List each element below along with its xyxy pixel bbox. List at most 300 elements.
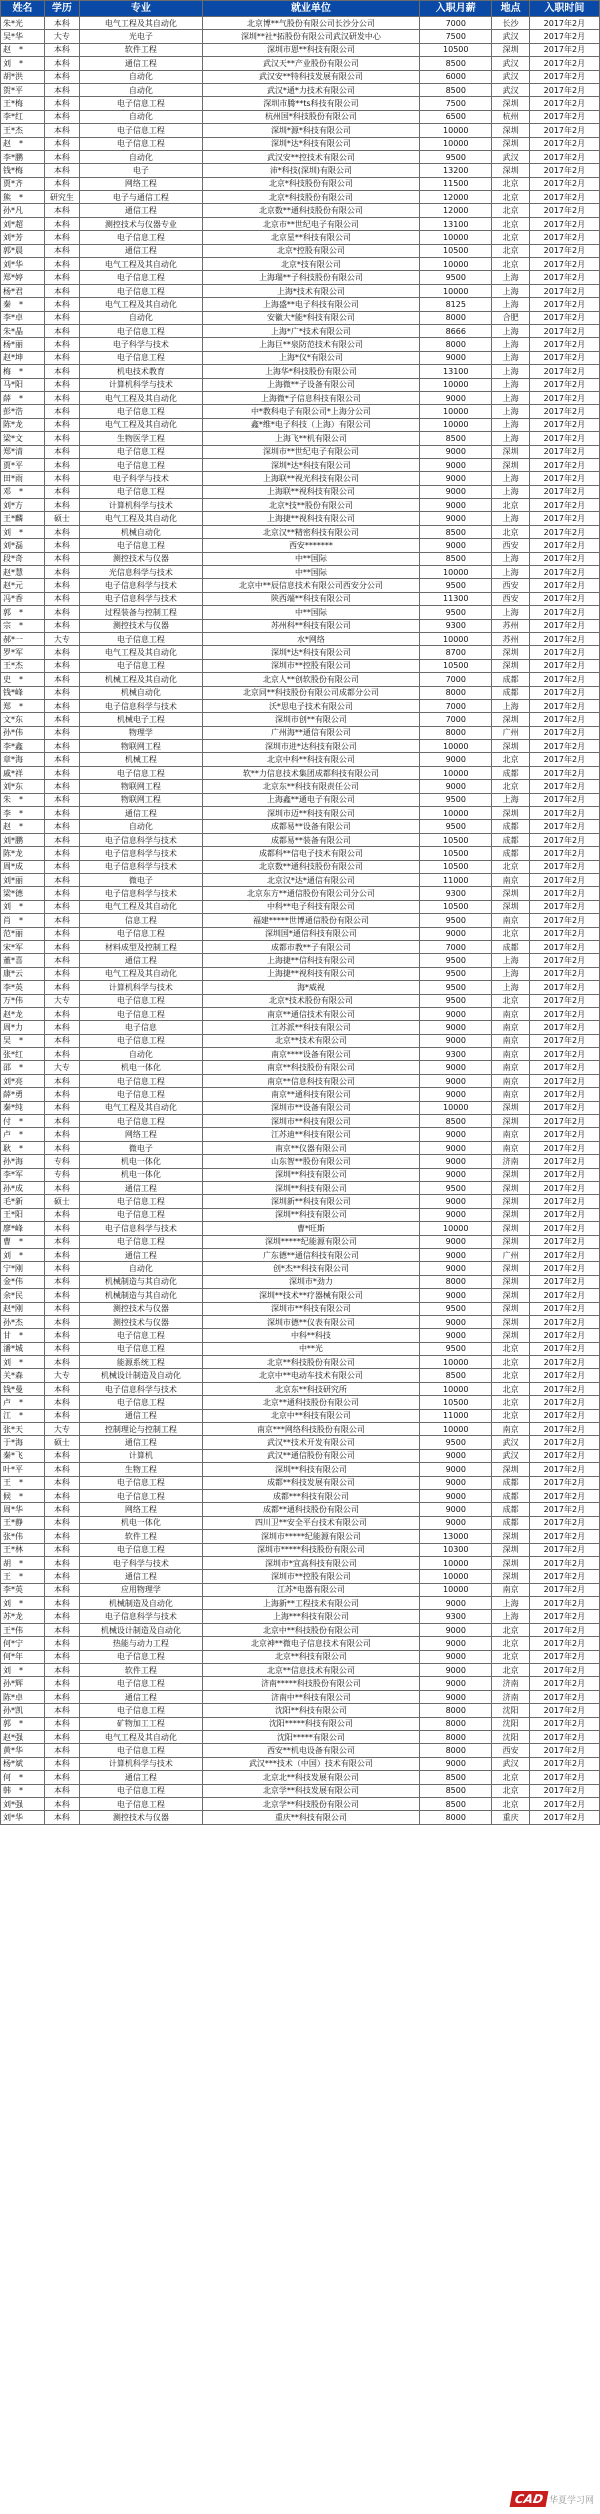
cell-major: 电子信息工程 xyxy=(79,1074,202,1087)
cell-education: 本科 xyxy=(44,1396,79,1409)
cell-location: 上海 xyxy=(492,512,529,525)
cell-salary: 9500 xyxy=(420,150,492,163)
cell-location: 北京 xyxy=(492,1342,529,1355)
cell-location: 上海 xyxy=(492,552,529,565)
cell-salary: 10500 xyxy=(420,1396,492,1409)
cell-start-date: 2017年2月 xyxy=(529,1155,599,1168)
cell-major: 过程装备与控制工程 xyxy=(79,606,202,619)
cell-location: 重庆 xyxy=(492,1811,529,1824)
cell-name: 梁*文 xyxy=(1,432,45,445)
cell-name: 李*鹏 xyxy=(1,150,45,163)
cell-employer: 上海***科技有限公司 xyxy=(202,1610,419,1623)
cell-education: 本科 xyxy=(44,673,79,686)
cell-major: 自动化 xyxy=(79,150,202,163)
cell-major: 机械制造与其自动化 xyxy=(79,1289,202,1302)
cell-start-date: 2017年2月 xyxy=(529,1088,599,1101)
table-row xyxy=(1,43,600,56)
cell-employer: 南京***网络科技股份有限公司 xyxy=(202,1423,419,1436)
cell-education: 本科 xyxy=(44,1449,79,1462)
cell-name: 钱*曼 xyxy=(1,1382,45,1395)
cell-start-date: 2017年2月 xyxy=(529,713,599,726)
table-row xyxy=(1,1342,600,1355)
cell-location: 武汉 xyxy=(492,1757,529,1770)
cell-start-date: 2017年2月 xyxy=(529,1074,599,1087)
cell-education: 本科 xyxy=(44,1048,79,1061)
cell-education: 本科 xyxy=(44,1222,79,1235)
table-row xyxy=(1,1101,600,1114)
cell-major: 电气工程及其自动化 xyxy=(79,900,202,913)
cell-start-date: 2017年2月 xyxy=(529,659,599,672)
cell-salary: 10000 xyxy=(420,137,492,150)
cell-location: 北京 xyxy=(492,1784,529,1797)
cell-location: 南京 xyxy=(492,1128,529,1141)
table-row xyxy=(1,900,600,913)
cell-location: 上海 xyxy=(492,365,529,378)
cell-major: 计算机科学与技术 xyxy=(79,1757,202,1770)
cell-education: 本科 xyxy=(44,1275,79,1288)
table-row xyxy=(1,874,600,887)
cell-employer: 成都***科技有限公司 xyxy=(202,1489,419,1502)
cell-employer: 北京**技术有限公司 xyxy=(202,1034,419,1047)
cell-major: 电子信息工程 xyxy=(79,1744,202,1757)
table-row xyxy=(1,780,600,793)
cell-major: 通信工程 xyxy=(79,57,202,70)
cell-education: 本科 xyxy=(44,378,79,391)
cell-major: 物联网工程 xyxy=(79,740,202,753)
cell-name: 甘 * xyxy=(1,1329,45,1342)
cell-education: 本科 xyxy=(44,1530,79,1543)
cell-education: 本科 xyxy=(44,860,79,873)
cell-salary: 9500 xyxy=(420,954,492,967)
cell-employer: 北京汉*达*通信有限公司 xyxy=(202,874,419,887)
cell-name: 刘*东 xyxy=(1,780,45,793)
cell-start-date: 2017年2月 xyxy=(529,726,599,739)
table-row xyxy=(1,940,600,953)
cell-location: 长沙 xyxy=(492,17,529,30)
cell-location: 济南 xyxy=(492,1155,529,1168)
cell-start-date: 2017年2月 xyxy=(529,43,599,56)
cell-salary: 9000 xyxy=(420,351,492,364)
cell-salary: 10000 xyxy=(420,378,492,391)
cell-name: 陈*龙 xyxy=(1,847,45,860)
cell-location: 北京 xyxy=(492,1623,529,1636)
table-row xyxy=(1,967,600,980)
cell-location: 西安 xyxy=(492,579,529,592)
table-row xyxy=(1,258,600,271)
cell-salary: 9000 xyxy=(420,499,492,512)
cell-location: 武汉 xyxy=(492,70,529,83)
cell-location: 广州 xyxy=(492,726,529,739)
cell-employer: 上海盛**电子科技有限公司 xyxy=(202,298,419,311)
table-row xyxy=(1,512,600,525)
cell-major: 电气工程及其自动化 xyxy=(79,17,202,30)
cell-location: 深圳 xyxy=(492,1275,529,1288)
table-row xyxy=(1,699,600,712)
cell-employer: 南京**科技股份有限公司 xyxy=(202,1061,419,1074)
table-row xyxy=(1,793,600,806)
cell-start-date: 2017年2月 xyxy=(529,1650,599,1663)
cell-employer: 南京****设备有限公司 xyxy=(202,1048,419,1061)
cell-name: 刘 * xyxy=(1,57,45,70)
cell-start-date: 2017年2月 xyxy=(529,833,599,846)
cell-employer: 深圳市**控股有限公司 xyxy=(202,1570,419,1583)
cell-name: 刘 * xyxy=(1,1664,45,1677)
cell-location: 成都 xyxy=(492,847,529,860)
cell-name: 王*静 xyxy=(1,1516,45,1529)
table-row xyxy=(1,1248,600,1261)
cell-employer: 上海*技术有限公司 xyxy=(202,284,419,297)
cell-start-date: 2017年2月 xyxy=(529,1021,599,1034)
cell-name: 刘*强 xyxy=(1,1797,45,1810)
table-row xyxy=(1,311,600,324)
cell-education: 本科 xyxy=(44,1597,79,1610)
table-row xyxy=(1,1128,600,1141)
cell-salary: 9000 xyxy=(420,512,492,525)
table-row xyxy=(1,954,600,967)
cell-name: 孙*凯 xyxy=(1,1704,45,1717)
cell-start-date: 2017年2月 xyxy=(529,1503,599,1516)
cell-employer: 深圳市创**有限公司 xyxy=(202,713,419,726)
table-row xyxy=(1,914,600,927)
table-row xyxy=(1,30,600,43)
cell-employer: 北京*科技股份有限公司 xyxy=(202,177,419,190)
cell-name: 刘*超 xyxy=(1,217,45,230)
cell-salary: 10000 xyxy=(420,766,492,779)
cell-education: 本科 xyxy=(44,391,79,404)
table-row xyxy=(1,1543,600,1556)
cell-salary: 9000 xyxy=(420,1503,492,1516)
cell-education: 本科 xyxy=(44,1463,79,1476)
cell-start-date: 2017年2月 xyxy=(529,699,599,712)
cell-education: 本科 xyxy=(44,405,79,418)
cell-major: 电子信息科学与技术 xyxy=(79,699,202,712)
table-row xyxy=(1,445,600,458)
table-row xyxy=(1,1757,600,1770)
cell-employer: 上海*仪*有限公司 xyxy=(202,351,419,364)
cell-major: 机电一体化 xyxy=(79,1516,202,1529)
table-row xyxy=(1,57,600,70)
table-row xyxy=(1,1074,600,1087)
cell-name: 何*年 xyxy=(1,1650,45,1663)
cell-education: 本科 xyxy=(44,1623,79,1636)
cell-name: 郑*婷 xyxy=(1,271,45,284)
cell-major: 生物工程 xyxy=(79,1463,202,1476)
cell-location: 北京 xyxy=(492,499,529,512)
cell-start-date: 2017年2月 xyxy=(529,793,599,806)
cell-name: 江 * xyxy=(1,1409,45,1422)
cell-employer: 北京*技**股份有限公司 xyxy=(202,499,419,512)
cell-education: 本科 xyxy=(44,847,79,860)
cell-start-date: 2017年2月 xyxy=(529,1717,599,1730)
cell-education: 本科 xyxy=(44,83,79,96)
cell-location: 苏州 xyxy=(492,632,529,645)
cell-education: 本科 xyxy=(44,1248,79,1261)
cell-major: 电子信息科学与技术 xyxy=(79,592,202,605)
cell-education: 本科 xyxy=(44,1208,79,1221)
cell-name: 彭*浩 xyxy=(1,405,45,418)
cell-start-date: 2017年2月 xyxy=(529,405,599,418)
cell-employer: 北京中**辰信息技术有限公司西安分公司 xyxy=(202,579,419,592)
cell-name: 吴 * xyxy=(1,1034,45,1047)
cell-name: 贾*平 xyxy=(1,458,45,471)
cell-start-date: 2017年2月 xyxy=(529,338,599,351)
cell-location: 南京 xyxy=(492,1061,529,1074)
cell-start-date: 2017年2月 xyxy=(529,1690,599,1703)
cell-salary: 8000 xyxy=(420,1731,492,1744)
table-row xyxy=(1,177,600,190)
cell-major: 电子信息工程 xyxy=(79,1396,202,1409)
cell-name: 梁*德 xyxy=(1,887,45,900)
cell-start-date: 2017年2月 xyxy=(529,1784,599,1797)
cell-major: 网络工程 xyxy=(79,1128,202,1141)
cell-start-date: 2017年2月 xyxy=(529,646,599,659)
cell-name: 郭*晨 xyxy=(1,244,45,257)
cell-name: 刘 * xyxy=(1,1597,45,1610)
cell-employer: 山东智**股份有限公司 xyxy=(202,1155,419,1168)
watermark xyxy=(508,2488,594,2510)
cell-employer: 北京*科技股份有限公司 xyxy=(202,191,419,204)
cell-major: 电子信息工程 xyxy=(79,1235,202,1248)
cell-salary: 10000 xyxy=(420,124,492,137)
cell-education: 本科 xyxy=(44,351,79,364)
cell-employer: 深圳市*宜高科技有限公司 xyxy=(202,1556,419,1569)
cell-start-date: 2017年2月 xyxy=(529,1530,599,1543)
cell-employer: 武汉**技术开发有限公司 xyxy=(202,1436,419,1449)
cell-major: 电子信息工程 xyxy=(79,1784,202,1797)
cell-major: 信息工程 xyxy=(79,914,202,927)
table-row xyxy=(1,820,600,833)
cell-employer: 济南中**科技有限公司 xyxy=(202,1690,419,1703)
cell-location: 北京 xyxy=(492,927,529,940)
cell-name: 李*红 xyxy=(1,110,45,123)
cell-salary: 9000 xyxy=(420,1650,492,1663)
cell-name: 刘*华 xyxy=(1,258,45,271)
cell-salary: 10000 xyxy=(420,284,492,297)
cell-employer: 中**光 xyxy=(202,1342,419,1355)
cell-location: 深圳 xyxy=(492,137,529,150)
table-header-row xyxy=(1,1,600,17)
cell-start-date: 2017年2月 xyxy=(529,70,599,83)
cell-education: 本科 xyxy=(44,525,79,538)
table-row xyxy=(1,1141,600,1154)
cell-education: 本科 xyxy=(44,271,79,284)
cell-start-date: 2017年2月 xyxy=(529,994,599,1007)
cell-employer: 深圳*源*科技有限公司 xyxy=(202,124,419,137)
cell-salary: 11000 xyxy=(420,874,492,887)
cell-salary: 10500 xyxy=(420,847,492,860)
cell-location: 深圳 xyxy=(492,97,529,110)
cell-start-date: 2017年2月 xyxy=(529,1409,599,1422)
cell-major: 电气工程及其自动化 xyxy=(79,298,202,311)
cell-location: 北京 xyxy=(492,1369,529,1382)
cell-major: 电子信息科学与技术 xyxy=(79,1610,202,1623)
cell-salary: 8000 xyxy=(420,1275,492,1288)
cell-employer: 沈阳*****有限公司 xyxy=(202,1731,419,1744)
cell-employer: 北京同**科技股份有限公司成都分公司 xyxy=(202,686,419,699)
table-row xyxy=(1,1222,600,1235)
cell-name: 朱 * xyxy=(1,793,45,806)
table-row xyxy=(1,83,600,96)
header-major: 专业 xyxy=(79,1,202,17)
cell-education: 大专 xyxy=(44,1061,79,1074)
cell-salary: 9000 xyxy=(420,1155,492,1168)
cell-employer: 北京中**电动车技术有限公司 xyxy=(202,1369,419,1382)
cell-name: 郑 * xyxy=(1,699,45,712)
cell-start-date: 2017年2月 xyxy=(529,83,599,96)
cell-employer: 北京中科**科技有限公司 xyxy=(202,753,419,766)
table-row xyxy=(1,740,600,753)
cell-education: 本科 xyxy=(44,967,79,980)
cell-name: 赵 * xyxy=(1,43,45,56)
cell-salary: 9500 xyxy=(420,1436,492,1449)
cell-employer: 中科**科技 xyxy=(202,1329,419,1342)
table-row xyxy=(1,432,600,445)
table-row xyxy=(1,1583,600,1596)
table-row xyxy=(1,284,600,297)
cell-major: 控制理论与控制工程 xyxy=(79,1423,202,1436)
cell-salary: 8125 xyxy=(420,298,492,311)
cell-employer: 上海华*科技股份有限公司 xyxy=(202,365,419,378)
cell-start-date: 2017年2月 xyxy=(529,807,599,820)
cell-salary: 13200 xyxy=(420,164,492,177)
cell-education: 本科 xyxy=(44,793,79,806)
cell-education: 本科 xyxy=(44,566,79,579)
cell-employer: 中**国际 xyxy=(202,552,419,565)
cell-start-date: 2017年2月 xyxy=(529,1463,599,1476)
cell-employer: 深圳市**控股有限公司 xyxy=(202,659,419,672)
cell-name: 贺*平 xyxy=(1,83,45,96)
table-row xyxy=(1,1637,600,1650)
cell-name: 余*民 xyxy=(1,1289,45,1302)
cell-name: 卢 * xyxy=(1,1128,45,1141)
table-row xyxy=(1,525,600,538)
cell-employer: 北京学**科技股份有限公司 xyxy=(202,1797,419,1810)
table-row xyxy=(1,1570,600,1583)
cell-location: 上海 xyxy=(492,981,529,994)
cell-employer: 软**力信息技术集团成都科技有限公司 xyxy=(202,766,419,779)
table-row xyxy=(1,365,600,378)
cell-location: 北京 xyxy=(492,231,529,244)
cell-education: 本科 xyxy=(44,1329,79,1342)
header-location: 地点 xyxy=(492,1,529,17)
cell-start-date: 2017年2月 xyxy=(529,1101,599,1114)
cell-start-date: 2017年2月 xyxy=(529,137,599,150)
cell-salary: 9000 xyxy=(420,1141,492,1154)
cell-education: 本科 xyxy=(44,820,79,833)
cell-location: 北京 xyxy=(492,1396,529,1409)
cell-major: 网络工程 xyxy=(79,177,202,190)
cell-employer: 北京博**气股份有限公司长沙分公司 xyxy=(202,17,419,30)
cell-location: 深圳 xyxy=(492,646,529,659)
cell-salary: 8500 xyxy=(420,1771,492,1784)
cell-salary: 10300 xyxy=(420,1543,492,1556)
cell-start-date: 2017年2月 xyxy=(529,244,599,257)
cell-major: 电子信息工程 xyxy=(79,284,202,297)
cell-salary: 9000 xyxy=(420,753,492,766)
cell-major: 机械工程 xyxy=(79,753,202,766)
cell-name: 邵 * xyxy=(1,1061,45,1074)
cell-start-date: 2017年2月 xyxy=(529,1208,599,1221)
cell-salary: 7000 xyxy=(420,713,492,726)
cell-location: 深圳 xyxy=(492,1556,529,1569)
cell-name: 孙*辉 xyxy=(1,1677,45,1690)
cell-major: 自动化 xyxy=(79,311,202,324)
cell-start-date: 2017年2月 xyxy=(529,954,599,967)
cell-name: 孙*海 xyxy=(1,1155,45,1168)
cell-start-date: 2017年2月 xyxy=(529,673,599,686)
cell-location: 南京 xyxy=(492,1048,529,1061)
cell-start-date: 2017年2月 xyxy=(529,177,599,190)
cell-salary: 10500 xyxy=(420,833,492,846)
cell-name: 李*英 xyxy=(1,981,45,994)
cell-salary: 9300 xyxy=(420,887,492,900)
cell-major: 电子信息工程 xyxy=(79,1797,202,1810)
cell-salary: 13000 xyxy=(420,1530,492,1543)
cell-education: 本科 xyxy=(44,1543,79,1556)
cell-location: 上海 xyxy=(492,284,529,297)
cell-name: 王*伟 xyxy=(1,1623,45,1636)
cell-salary: 9300 xyxy=(420,1610,492,1623)
cell-major: 电子信息工程 xyxy=(79,485,202,498)
cell-education: 本科 xyxy=(44,726,79,739)
cell-name: 赵*慧 xyxy=(1,566,45,579)
cell-start-date: 2017年2月 xyxy=(529,1704,599,1717)
cell-salary: 8500 xyxy=(420,1115,492,1128)
cell-education: 本科 xyxy=(44,1744,79,1757)
table-row xyxy=(1,1382,600,1395)
cell-location: 成都 xyxy=(492,1489,529,1502)
cell-major: 测控技术与仪器 xyxy=(79,1302,202,1315)
table-row xyxy=(1,137,600,150)
cell-salary: 8500 xyxy=(420,57,492,70)
cell-employer: 鑫*维*电子科技（上海）有限公司 xyxy=(202,418,419,431)
cell-salary: 7500 xyxy=(420,97,492,110)
cell-major: 光信息科学与技术 xyxy=(79,566,202,579)
cell-major: 光电子 xyxy=(79,30,202,43)
cell-start-date: 2017年2月 xyxy=(529,1597,599,1610)
table-row xyxy=(1,499,600,512)
cell-start-date: 2017年2月 xyxy=(529,1168,599,1181)
cell-start-date: 2017年2月 xyxy=(529,472,599,485)
cell-employer: 上海联**视科技有限公司 xyxy=(202,485,419,498)
cell-location: 深圳 xyxy=(492,807,529,820)
cell-education: 大专 xyxy=(44,1423,79,1436)
cell-salary: 9300 xyxy=(420,619,492,632)
cell-major: 通信工程 xyxy=(79,1570,202,1583)
cell-major: 物联网工程 xyxy=(79,793,202,806)
cell-education: 本科 xyxy=(44,1356,79,1369)
cell-salary: 9000 xyxy=(420,1757,492,1770)
cell-education: 本科 xyxy=(44,646,79,659)
cell-employer: 北京汉**精密科技有限公司 xyxy=(202,525,419,538)
cell-major: 电气工程及其自动化 xyxy=(79,418,202,431)
cell-major: 机械设计制造及自动化 xyxy=(79,1369,202,1382)
cell-start-date: 2017年2月 xyxy=(529,619,599,632)
cell-location: 深圳 xyxy=(492,1195,529,1208)
cell-education: 研究生 xyxy=(44,191,79,204)
cell-education: 本科 xyxy=(44,217,79,230)
cell-salary: 9500 xyxy=(420,820,492,833)
cell-major: 机电一体化 xyxy=(79,1061,202,1074)
cell-salary: 9500 xyxy=(420,793,492,806)
cell-location: 北京 xyxy=(492,860,529,873)
cell-salary: 10000 xyxy=(420,1423,492,1436)
cell-employer: 上海瑞**子科技股份有限公司 xyxy=(202,271,419,284)
cell-education: 本科 xyxy=(44,231,79,244)
cell-name: 孙*成 xyxy=(1,1181,45,1194)
cell-start-date: 2017年2月 xyxy=(529,458,599,471)
table-row xyxy=(1,351,600,364)
